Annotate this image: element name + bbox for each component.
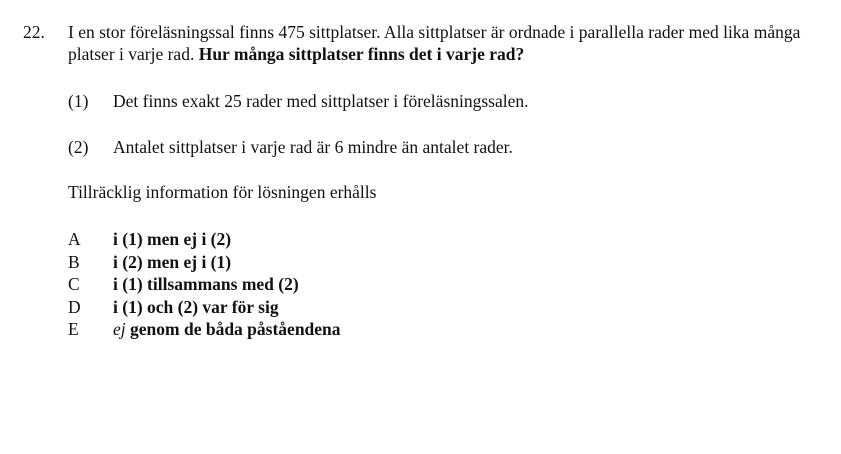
option-d-letter: D — [68, 296, 81, 317]
option-e-rest: genom de båda påståendena — [125, 319, 341, 339]
option-d-text: i (1) och (2) var för sig — [113, 296, 279, 317]
statement-1-text: Det finns exakt 25 rader med sittplatser i föreläsningssalen. — [113, 91, 529, 111]
option-d[interactable] — [68, 296, 341, 319]
option-a[interactable] — [68, 228, 341, 251]
statement-2-text: Antalet sittplatser i varje rad är 6 mindre än antalet rader. — [113, 137, 513, 157]
question-stem: I en stor föreläsningssal finns 475 sittplatser. Alla sittplatser är ordnade i parallella rader med lika många platser i varje rad. — [68, 22, 801, 64]
option-e-letter: E — [68, 319, 79, 339]
statement-2 — [68, 136, 513, 158]
option-a-letter: A — [68, 229, 81, 249]
option-e-italic: ej — [113, 319, 126, 339]
statement-1-number: (1) — [68, 91, 89, 111]
option-b-text: i (2) men ej i (1) — [113, 251, 232, 272]
statement-2-number: (2) — [68, 137, 89, 157]
option-a-text: i (1) men ej i (2) — [113, 229, 232, 249]
option-e-text — [113, 319, 341, 339]
option-c-letter: C — [68, 274, 80, 294]
answer-options — [68, 228, 341, 341]
option-c[interactable] — [68, 273, 341, 296]
option-b-letter: B — [68, 251, 80, 272]
option-e[interactable] — [68, 318, 341, 341]
question-text — [68, 21, 808, 65]
question-number: 22. — [23, 22, 45, 42]
question-prompt: Hur många sittplatser finns det i varje rad? — [198, 44, 525, 64]
option-c-text: i (1) tillsammans med (2) — [113, 274, 299, 294]
sufficiency-prompt: Tillräcklig information för lösningen erhålls — [68, 182, 377, 202]
statement-1 — [68, 90, 529, 112]
option-b[interactable] — [68, 251, 341, 274]
